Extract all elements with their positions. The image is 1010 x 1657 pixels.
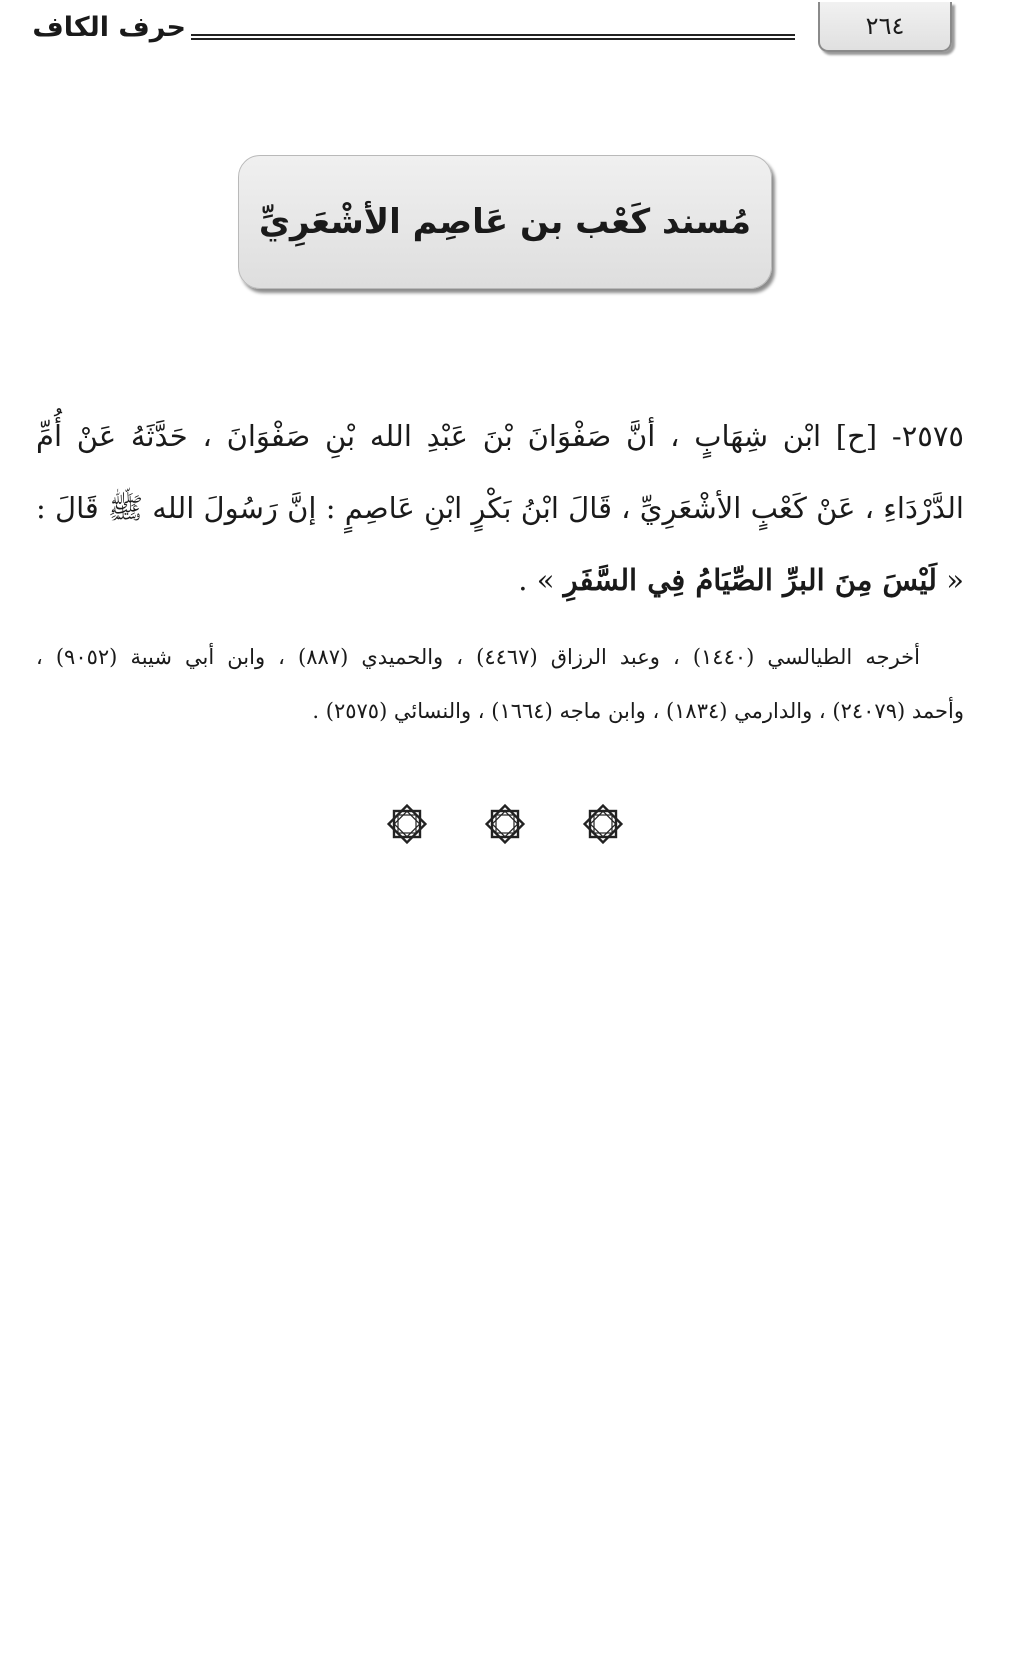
section-title: مُسند كَعْب بن عَاصِم الأشْعَرِيِّ	[258, 202, 752, 242]
hadith-line-2: الدَّرْدَاءِ ، عَنْ كَعْبٍ الأشْعَرِيِّ ، قَالَ ابْنُ بَكْرٍ ابْنِ عَاصِمٍ : إنَّ رَسُولَ الله ﷺ قَالَ :	[36, 491, 964, 525]
page-number-box	[818, 2, 952, 52]
quote-close-mark: » .	[518, 563, 564, 597]
page-number: ٢٦٤	[865, 12, 905, 40]
hadith-line-1: ٢٥٧٥- [ح] ابْن شِهَابٍ ، أنَّ صَفْوَانَ بْنَ عَبْدِ الله بْنِ صَفْوَانَ ، حَدَّثَهُ عَنْ أُمِّ	[36, 419, 964, 453]
prophetic-saying: لَيْسَ مِنَ البرِّ الصِّيَامُ فِي السَّفَرِ	[563, 563, 938, 597]
takhrij-line-1: أخرجه الطيالسي (١٤٤٠) ، وعبد الرزاق (٤٤٦٧) ، والحميدي (٨٨٧) ، وابن أبي شيبة (٩٠٥٢) ،	[36, 645, 920, 669]
hadith-text	[36, 400, 964, 616]
quote-open-mark: «	[937, 563, 964, 597]
eight-point-star-icon	[483, 802, 527, 846]
hadith-line-3	[36, 544, 964, 616]
chapter-title: حرف الكاف	[32, 12, 186, 43]
section-title-box	[238, 155, 772, 289]
eight-point-star-icon	[385, 802, 429, 846]
header-double-rule	[191, 34, 795, 40]
takhrij-line-2: وأحمد (٢٤٠٧٩) ، والدارمي (١٨٣٤) ، وابن ماجه (١٦٦٤) ، والنسائي (٢٥٧٥) .	[312, 699, 964, 723]
takhrij-note	[36, 630, 964, 738]
eight-point-star-icon	[581, 802, 625, 846]
section-end-ornaments	[385, 802, 625, 846]
